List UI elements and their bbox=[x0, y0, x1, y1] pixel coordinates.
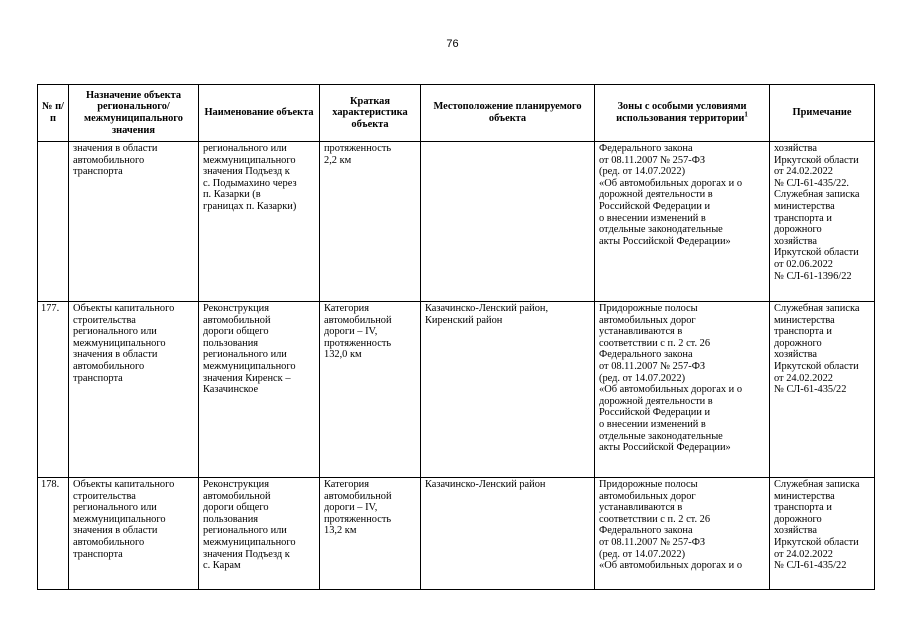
cell-line: Иркутской области bbox=[774, 154, 859, 166]
cell-line: «Об автомобильных дорогах и о bbox=[599, 384, 743, 396]
cell-line: Иркутской области bbox=[774, 536, 859, 548]
cell-line: Казачинско-Ленский район bbox=[425, 479, 546, 490]
cell-line: значения в области bbox=[73, 143, 158, 154]
purpose-cell bbox=[69, 142, 199, 302]
cell-line: значения Подъезд к bbox=[203, 166, 290, 178]
cell-line: регионального или bbox=[73, 326, 157, 338]
cell-line: 132,0 км bbox=[324, 349, 362, 361]
cell-line: № СЛ-61-1396/22 bbox=[774, 270, 852, 282]
cell-line: от 08.11.2007 № 257-ФЗ bbox=[599, 154, 706, 166]
table-row bbox=[38, 142, 875, 302]
cell-line: протяженность bbox=[324, 143, 392, 154]
cell-line: Киренский район bbox=[425, 314, 503, 326]
cell-line: протяженность bbox=[324, 513, 392, 525]
cell-line: о внесении изменений в bbox=[599, 418, 706, 430]
header-location: Местоположение планируемого объекта bbox=[421, 85, 595, 142]
cell-line: дорожной деятельности в bbox=[599, 189, 713, 201]
location-cell bbox=[421, 142, 595, 302]
cell-line: автомобильной bbox=[324, 314, 392, 326]
cell-line: межмуниципального bbox=[73, 513, 166, 525]
cell-line: Федерального закона bbox=[599, 525, 693, 537]
cell-line: Федерального закона bbox=[599, 143, 693, 154]
table-row bbox=[38, 302, 875, 478]
cell-line: дороги – IV, bbox=[324, 326, 378, 338]
header-num: № п/п bbox=[38, 85, 69, 142]
cell-line: Служебная записка bbox=[774, 189, 860, 201]
table-row bbox=[38, 478, 875, 590]
cell-line: соответствии с п. 2 ст. 26 bbox=[599, 337, 711, 349]
cell-line: дорожного bbox=[774, 224, 822, 236]
cell-line: хозяйства bbox=[774, 525, 817, 537]
cell-line: Придорожные полосы bbox=[599, 303, 698, 314]
cell-line: Иркутской области bbox=[774, 360, 859, 372]
cell-line: устанавливаются в bbox=[599, 326, 683, 338]
cell-line: отдельные законодательные bbox=[599, 430, 723, 442]
cell-line: 2,2 км bbox=[324, 154, 352, 166]
cell-line: автомобильного bbox=[73, 360, 145, 372]
cell-line: транспорта и bbox=[774, 326, 832, 338]
cell-line: с. Карам bbox=[203, 560, 241, 572]
cell-line: автомобильных дорог bbox=[599, 490, 696, 502]
name-cell bbox=[199, 302, 320, 478]
header-purpose: Назначение объекта регионального/ межмуниципального значения bbox=[69, 85, 199, 142]
header-zones: Зоны с особыми условиями использования территории$^1$ bbox=[595, 85, 770, 142]
cell-line: министерства bbox=[774, 200, 835, 212]
cell-line: (ред. от 14.07.2022) bbox=[599, 166, 686, 178]
cell-line: 13,2 км bbox=[324, 525, 357, 537]
cell-line: значения в области bbox=[73, 349, 158, 361]
cell-line: от 24.02.2022 bbox=[774, 166, 833, 178]
cell-line: (ред. от 14.07.2022) bbox=[599, 372, 686, 384]
header-name: Наименование объекта bbox=[199, 85, 320, 142]
cell-line: дорожного bbox=[774, 337, 822, 349]
page-number: 76 bbox=[446, 38, 459, 50]
cell-line: дорожного bbox=[774, 513, 822, 525]
objects-table bbox=[37, 84, 875, 590]
cell-line: дорожной деятельности в bbox=[599, 395, 713, 407]
cell-line: транспорта и bbox=[774, 212, 832, 224]
cell-line: протяженность bbox=[324, 337, 392, 349]
cell-line: значения Киренск – bbox=[203, 372, 291, 384]
zones-cell bbox=[595, 302, 770, 478]
cell-line: (ред. от 14.07.2022) bbox=[599, 548, 686, 560]
cell-line: регионального или bbox=[73, 502, 157, 514]
cell-line: от 08.11.2007 № 257-ФЗ bbox=[599, 360, 706, 372]
purpose-cell bbox=[69, 478, 199, 590]
table-header-row bbox=[38, 85, 875, 142]
cell-line: хозяйства bbox=[774, 349, 817, 361]
cell-line: автомобильного bbox=[73, 154, 145, 166]
zones-cell bbox=[595, 142, 770, 302]
header-characteristic: Краткая характеристика объекта bbox=[320, 85, 421, 142]
cell-line: соответствии с п. 2 ст. 26 bbox=[599, 513, 711, 525]
cell-line: межмуниципального bbox=[73, 337, 166, 349]
location-cell bbox=[421, 478, 595, 590]
cell-line: автомобильного bbox=[73, 536, 145, 548]
cell-line: Иркутской области bbox=[774, 247, 859, 259]
cell-line: регионального или bbox=[203, 143, 287, 154]
cell-line: Реконструкция bbox=[203, 303, 270, 314]
cell-line: транспорта bbox=[73, 548, 123, 560]
cell-line: № СЛ-61-435/22 bbox=[774, 384, 847, 396]
cell-line: Реконструкция bbox=[203, 479, 270, 490]
cell-line: дороги общего bbox=[203, 502, 269, 514]
characteristic-cell bbox=[320, 142, 421, 302]
cell-line: № СЛ-61-435/22 bbox=[774, 560, 847, 572]
cell-line: дороги общего bbox=[203, 326, 269, 338]
cell-line: границах п. Казарки) bbox=[203, 200, 297, 212]
cell-line: значения в области bbox=[73, 525, 158, 537]
cell-line: автомобильной bbox=[203, 490, 271, 502]
cell-line: с. Подымахино через bbox=[203, 177, 297, 189]
cell-line: автомобильной bbox=[203, 314, 271, 326]
characteristic-cell bbox=[320, 302, 421, 478]
cell-line: министерства bbox=[774, 490, 835, 502]
cell-line: от 24.02.2022 bbox=[774, 372, 833, 384]
footnote-marker: 1 bbox=[744, 110, 748, 119]
cell-line: дороги – IV, bbox=[324, 502, 378, 514]
num-cell: 178. bbox=[38, 478, 69, 590]
cell-line: Казачинско-Ленский район, bbox=[425, 303, 549, 314]
cell-line: автомобильной bbox=[324, 490, 392, 502]
cell-line: Служебная записка bbox=[774, 303, 860, 314]
cell-line: Объекты капитального bbox=[73, 479, 175, 490]
cell-line: акты Российской Федерации» bbox=[599, 235, 731, 247]
cell-line: строительства bbox=[73, 490, 136, 502]
cell-line: Объекты капитального bbox=[73, 303, 175, 314]
cell-line: от 24.02.2022 bbox=[774, 548, 833, 560]
name-cell bbox=[199, 478, 320, 590]
zones-cell bbox=[595, 478, 770, 590]
cell-line: Российской Федерации и bbox=[599, 407, 711, 419]
cell-line: № СЛ-61-435/22. bbox=[774, 177, 850, 189]
name-cell bbox=[199, 142, 320, 302]
characteristic-cell bbox=[320, 478, 421, 590]
purpose-cell bbox=[69, 302, 199, 478]
cell-line: регионального или bbox=[203, 349, 287, 361]
cell-line: от 08.11.2007 № 257-ФЗ bbox=[599, 536, 706, 548]
note-cell bbox=[770, 478, 875, 590]
cell-line: автомобильных дорог bbox=[599, 314, 696, 326]
cell-line: межмуниципального bbox=[203, 360, 296, 372]
cell-line: регионального или bbox=[203, 525, 287, 537]
cell-line: п. Казарки (в bbox=[203, 189, 261, 201]
cell-line: устанавливаются в bbox=[599, 502, 683, 514]
cell-line: отдельные законодательные bbox=[599, 224, 723, 236]
location-cell bbox=[421, 302, 595, 478]
cell-line: значения Подъезд к bbox=[203, 548, 290, 560]
note-cell bbox=[770, 302, 875, 478]
cell-line: «Об автомобильных дорогах и о bbox=[599, 177, 743, 189]
cell-line: Российской Федерации и bbox=[599, 200, 711, 212]
cell-line: от 02.06.2022 bbox=[774, 258, 833, 270]
cell-line: акты Российской Федерации» bbox=[599, 442, 731, 454]
cell-line: Казачинское bbox=[203, 384, 259, 396]
cell-line: министерства bbox=[774, 314, 835, 326]
cell-line: Категория bbox=[324, 479, 370, 490]
num-cell bbox=[38, 142, 69, 302]
cell-line: межмуниципального bbox=[203, 154, 296, 166]
note-cell bbox=[770, 142, 875, 302]
cell-line: хозяйства bbox=[774, 235, 817, 247]
cell-line: строительства bbox=[73, 314, 136, 326]
cell-line: транспорта bbox=[73, 372, 123, 384]
cell-line: Категория bbox=[324, 303, 370, 314]
cell-line: пользования bbox=[203, 513, 259, 525]
cell-line: межмуниципального bbox=[203, 536, 296, 548]
cell-line: Придорожные полосы bbox=[599, 479, 698, 490]
cell-line: о внесении изменений в bbox=[599, 212, 706, 224]
num-cell: 177. bbox=[38, 302, 69, 478]
cell-line: Федерального закона bbox=[599, 349, 693, 361]
cell-line: Служебная записка bbox=[774, 479, 860, 490]
cell-line: транспорта bbox=[73, 166, 123, 178]
cell-line: транспорта и bbox=[774, 502, 832, 514]
cell-line: пользования bbox=[203, 337, 259, 349]
header-note: Примечание bbox=[770, 85, 875, 142]
cell-line: «Об автомобильных дорогах и о bbox=[599, 560, 743, 572]
cell-line: хозяйства bbox=[774, 143, 817, 154]
